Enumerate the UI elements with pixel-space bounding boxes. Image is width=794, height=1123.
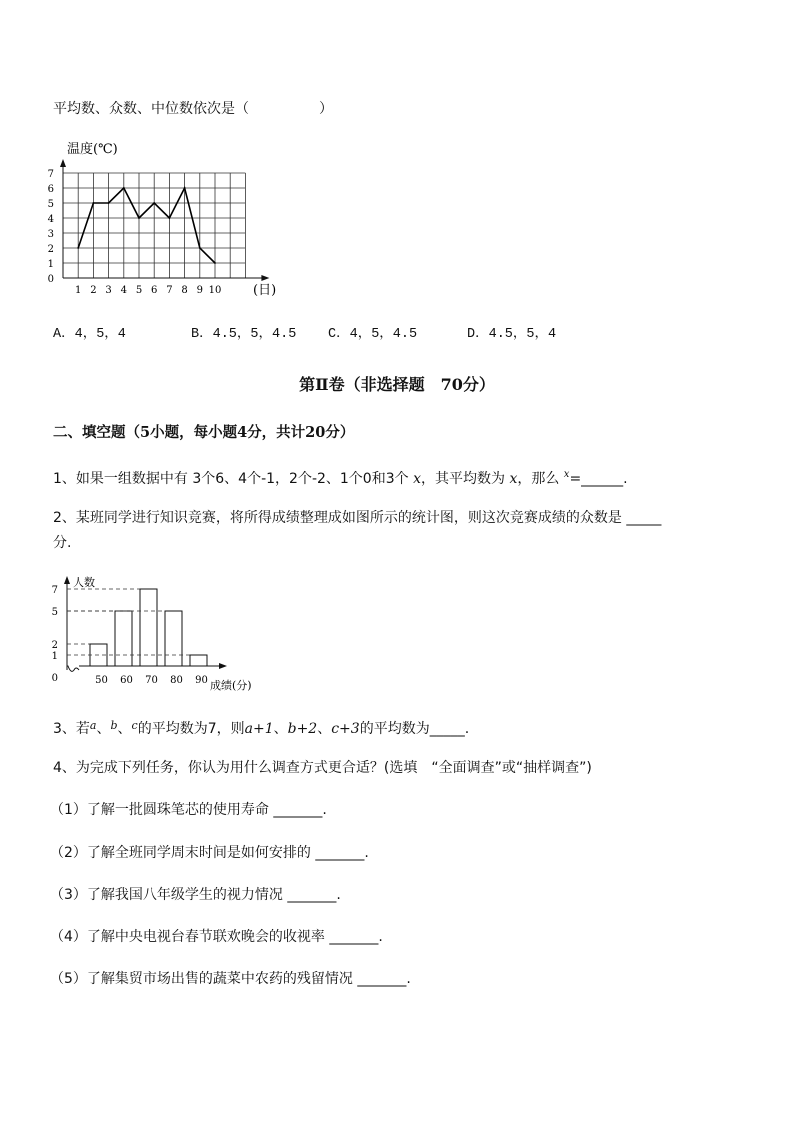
temperature-line-chart (45, 138, 305, 308)
section-title: 第Ⅱ卷（非选择题 70分） (299, 375, 495, 394)
temperature-point (123, 187, 125, 189)
y-tick-label: 3 (47, 229, 54, 240)
score-histogram (45, 572, 275, 692)
q1-text-b: ，其平均数为 (420, 471, 505, 487)
histogram-bar (140, 589, 157, 666)
q3-text-b: 的平均数为7，则 (137, 721, 245, 737)
temperature-point (77, 247, 79, 249)
option-d[interactable]: D．4.5，5，4 (467, 327, 557, 342)
y-tick-label: 0 (47, 274, 54, 285)
question-2-line-2: 分. (53, 535, 72, 551)
q3-sep-4: 、 (317, 721, 332, 737)
temperature-series-line (78, 188, 215, 263)
question-4-item-5: （5）了解集贸市场出售的蔬菜中农药的残留情况 _______. (50, 971, 411, 987)
q1-text-a: 1、如果一组数据中有 3个6、4个-1，2个-2、1个0和3个 (53, 471, 409, 487)
question-stem-tail: 平均数、众数、中位数依次是（ ） (53, 101, 333, 117)
bar-chart-ylabel: 人数 (73, 576, 95, 589)
temperature-point (138, 217, 140, 219)
x-tick-label: 6 (151, 285, 158, 296)
x-tick-label: 4 (120, 285, 127, 296)
y-tick-label: 5 (47, 199, 54, 210)
histogram-bar (115, 611, 132, 666)
x-tick-label: 3 (105, 285, 112, 296)
temperature-point (153, 202, 155, 204)
q3-sep-3: 、 (273, 721, 288, 737)
q3-var-a: a (89, 719, 97, 732)
temperature-point (214, 262, 216, 264)
x-axis-arrow (261, 275, 269, 281)
y-tick-label: 5 (51, 607, 58, 618)
x-tick-label: 9 (196, 285, 203, 296)
x-tick-label: 80 (170, 675, 183, 686)
q3-var-c: c (131, 719, 138, 732)
option-c[interactable]: C．4，5，4.5 (328, 327, 418, 342)
q3-sep-1: 、 (96, 721, 111, 737)
y-tick-label: 4 (47, 214, 54, 225)
y-axis-arrow (64, 576, 70, 584)
question-4-item-3: （3）了解我国八年级学生的视力情况 _______. (50, 887, 341, 903)
question-4-stem: 4、为完成下列任务，你认为用什么调查方式更合适？(选填 “全面调查”或“抽样调查”) (53, 760, 592, 776)
y-tick-label: 6 (47, 184, 54, 195)
q3-var-b: b (110, 719, 118, 732)
y-tick-label: 7 (47, 169, 54, 180)
temperature-point (169, 217, 171, 219)
temperature-point (199, 247, 201, 249)
question-1 (53, 465, 628, 489)
y-tick-label: 1 (51, 651, 58, 662)
bar-chart-xlabel: 成绩(分) (210, 679, 252, 692)
x-tick-label: 5 (135, 285, 143, 296)
q3-text-c: 的平均数为_____. (359, 721, 470, 737)
line-chart-xlabel: (日) (253, 283, 277, 298)
temperature-point (184, 187, 186, 189)
question-4-item-2: （2）了解全班同学周末时间是如何安排的 _______. (50, 845, 369, 861)
q1-text-c: ，那么 (517, 471, 560, 487)
q3-expr-b: b+2 (287, 721, 318, 737)
q1-var-x: x (413, 471, 421, 487)
x-tick-label: 70 (145, 675, 158, 686)
y-tick-label: 2 (47, 244, 54, 255)
y-tick-label: 2 (51, 640, 58, 651)
x-tick-label: 2 (90, 285, 97, 296)
q3-text-a: 3、若 (53, 721, 90, 737)
x-tick-label: 10 (208, 285, 222, 296)
histogram-bar (190, 655, 207, 666)
x-axis-arrow (219, 663, 227, 669)
axis-break-symbol (67, 666, 79, 671)
x-tick-label: 8 (181, 285, 188, 296)
question-3 (53, 716, 469, 739)
y-axis-arrow (60, 159, 66, 167)
x-tick-label: 7 (166, 285, 173, 296)
q1-var-x-answer: x (563, 469, 570, 480)
x-tick-label: 90 (195, 675, 208, 686)
option-a[interactable]: A．4，5，4 (53, 327, 126, 342)
temperature-point (93, 202, 95, 204)
y-tick-label: 7 (51, 585, 58, 596)
q1-blank: =______. (569, 471, 628, 487)
x-tick-label: 50 (95, 675, 108, 686)
question-2-line-1: 2、某班同学进行知识竞赛，将所得成绩整理成如图所示的统计图，则这次竞赛成绩的众数是 _____ (53, 510, 662, 526)
part-title: 二、填空题（5小题，每小题4分，共计20分） (53, 424, 355, 441)
q3-expr-a: a+1 (244, 721, 274, 737)
question-4-item-1: （1）了解一批圆珠笔芯的使用寿命 _______. (50, 802, 327, 818)
x-tick-label: 1 (75, 285, 82, 296)
y-tick-label: 1 (47, 259, 54, 270)
option-b[interactable]: B．4.5，5，4.5 (191, 327, 297, 342)
question-4-item-4: （4）了解中央电视台春节联欢晚会的收视率 _______. (50, 929, 383, 945)
q3-sep-2: 、 (117, 721, 132, 737)
y-tick-label: 0 (51, 673, 58, 684)
line-chart-ylabel: 温度(℃) (67, 142, 118, 157)
q1-var-x-mean: x (509, 471, 518, 487)
x-tick-label: 60 (120, 675, 133, 686)
histogram-bar (165, 611, 182, 666)
temperature-point (108, 202, 110, 204)
q3-expr-c: c+3 (331, 721, 360, 737)
